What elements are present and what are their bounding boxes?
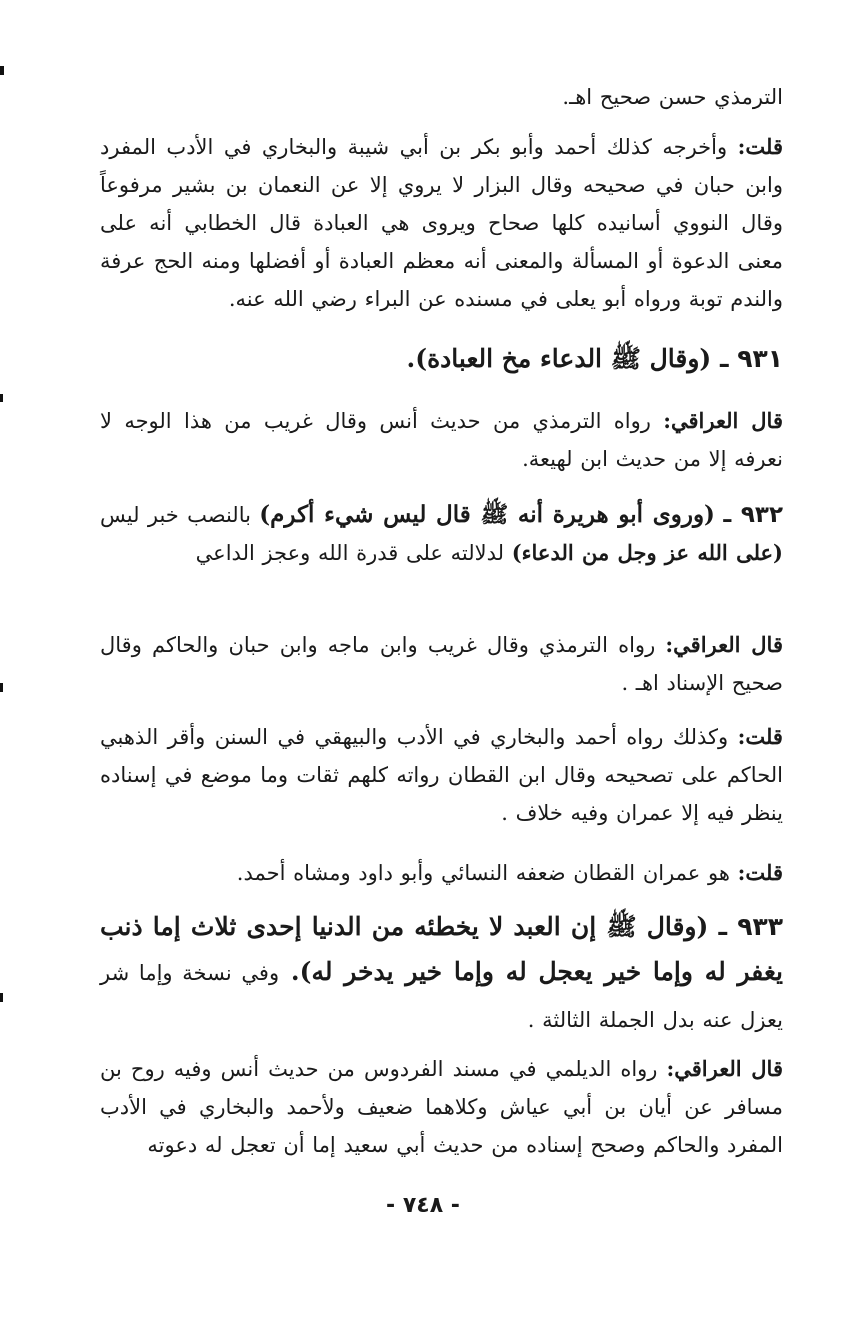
paragraph-iraqi-3 (100, 1050, 783, 1164)
paragraph-label: قال العراقي: (663, 408, 783, 433)
paragraph-text: رواه الترمذي من حديث أنس وقال غريب من هذا الوجه لا نعرفه إلا من حديث ابن لهيعة. (100, 409, 783, 471)
paragraph-label: قلت: (737, 134, 783, 159)
paragraph-qult-2 (100, 718, 783, 832)
margin-mark (0, 66, 4, 75)
margin-mark (0, 683, 3, 692)
paragraph-label: قلت: (737, 860, 783, 885)
commentary-text: بالنصب خبر ليس (100, 503, 251, 527)
margin-mark (0, 993, 3, 1002)
hadith-931 (100, 340, 783, 378)
hadith-932 (100, 496, 783, 572)
margin-mark (0, 394, 3, 402)
commentary-text: لدلالته على قدرة الله وعجز الداعي (195, 541, 505, 565)
hadith-text: (وقال ﷺ إن العبد لا يخطئه من الدنيا إحدى ثلاث إما ذنب يغفر له وإما خير يعجل له وإما خير يدخر له). (100, 912, 783, 986)
commentary-text: وفي نسخة وإما شر يعزل عنه بدل الجملة الثالثة . (100, 961, 783, 1032)
paragraph-text: وأخرجه كذلك أحمد وأبو بكر بن أبي شيبة والبخاري في الأدب المفرد وابن حبان في صحيحه وقال البزار لا يروي إلا عن النعمان بن بشير مرفوعاً وقال النووي أسانيده كلها صحاح ويروى هي العبادة قال الخطابي أنه على معنى الدعوة أو المسألة والمعنى أنه معظم العبادة أو أفضلها ومنه الحج عرفة والندم توبة ورواه أبو يعلى في مسنده عن البراء رضي الله عنه. (100, 135, 783, 311)
paragraph-qult-3 (100, 854, 783, 892)
paragraph-text: وكذلك رواه أحمد والبخاري في الأدب والبيهقي في السنن وأقر الذهبي الحاكم على تصحيحه وقال ابن القطان رواته كلهم ثقات وما موضع في إسناده ينظر فيه إلا عمران وفيه خلاف . (100, 725, 783, 825)
paragraph-iraqi-1 (100, 402, 783, 478)
hadith-text: (وقال ﷺ الدعاء مخ العبادة). (406, 344, 712, 373)
continuation-line (100, 78, 783, 116)
paragraph-iraqi-2 (100, 626, 783, 702)
hadith-text: (على الله عز وجل من الدعاء) (511, 540, 783, 565)
paragraph-qult-1 (100, 128, 783, 318)
paragraph-label: قلت: (737, 724, 783, 749)
hadith-number: ٩٣١ ـ (719, 344, 783, 373)
page-number: - ٧٤٨ - (386, 1193, 460, 1218)
text-column (100, 78, 783, 1178)
hadith-933 (100, 904, 783, 1043)
paragraph-text: رواه الديلمي في مسند الفردوس من حديث أنس وفيه روح بن مسافر عن أيان بن أبي عياش وكلاهما ضعيف ولأحمد والبخاري في الأدب المفرد والحاكم وصحح إسناده من حديث أبي سعيد إما أن تعجل له دعوته (100, 1057, 783, 1157)
paragraph-text: رواه الترمذي وقال غريب وابن ماجه وابن حبان والحاكم وقال صحيح الإسناد اهـ . (100, 633, 783, 695)
line-text: الترمذي حسن صحيح اهـ. (562, 85, 783, 109)
hadith-number: ٩٣٢ ـ (723, 502, 783, 528)
paragraph-label: قال العراقي: (665, 632, 783, 657)
paragraph-label: قال العراقي: (666, 1056, 783, 1081)
paragraph-text: هو عمران القطان ضعفه النسائي وأبو داود ومشاه أحمد. (236, 861, 730, 885)
hadith-number: ٩٣٣ ـ (718, 912, 783, 941)
hadith-text: (وروى أبو هريرة أنه ﷺ قال ليس شيء أكرم) (259, 501, 715, 528)
